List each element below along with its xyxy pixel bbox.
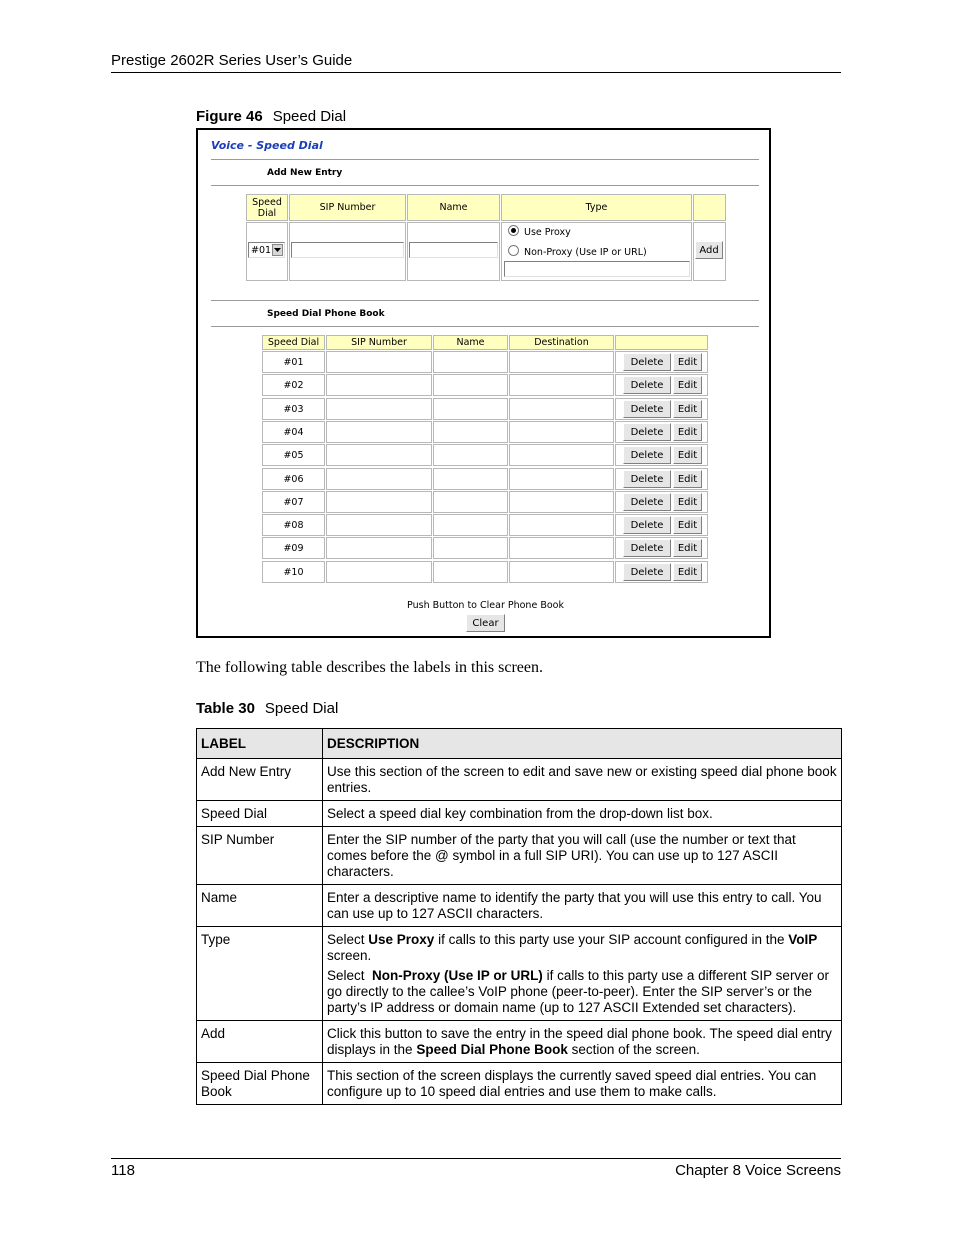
type-non-proxy-paragraph: Select Non-Proxy (Use IP or URL) if calls to this party use a different SIP server or go directly to the callee’s VoIP phone (peer-to-peer). Enter the SIP server’s or the party’s IP address or domain name (up to 127 ASCII Extended set characters). (327, 968, 829, 1015)
table-row (197, 827, 842, 885)
header-sip-number: SIP Number (326, 335, 432, 350)
table-cell (326, 374, 432, 396)
table-cell (433, 537, 508, 559)
header-speed-dial: Speed Dial (262, 335, 325, 350)
edit-button[interactable]: Edit (673, 423, 702, 441)
row-label: Name (197, 885, 323, 927)
speed-dial-entry: #09 (283, 542, 304, 554)
row-label: Speed Dial Phone Book (197, 1063, 323, 1105)
description-column-header: DESCRIPTION (323, 729, 842, 759)
speed-dial-entry: #10 (283, 566, 304, 578)
clear-instruction: Push Button to Clear Phone Book (407, 600, 564, 611)
divider (211, 185, 759, 187)
edit-button[interactable]: Edit (673, 493, 702, 511)
table-cell (326, 537, 432, 559)
header-blank (693, 194, 726, 221)
table-cell (509, 351, 614, 373)
delete-button[interactable]: Delete (623, 423, 671, 441)
use-proxy-label: Use Proxy (524, 227, 571, 238)
clear-button[interactable]: Clear (466, 614, 505, 632)
non-proxy-option[interactable] (508, 245, 647, 258)
row-label: Type (197, 927, 323, 1021)
table-cell (326, 514, 432, 536)
speed-dial-entry: #06 (283, 473, 304, 485)
chevron-down-icon[interactable] (272, 244, 283, 256)
row-description: Select a speed dial key combination from the drop-down list box. (323, 801, 842, 827)
speed-dial-entry: #05 (283, 449, 304, 461)
table-cell (433, 561, 508, 583)
figure-title: Speed Dial (272, 108, 347, 125)
edit-button[interactable]: Edit (673, 516, 702, 534)
speed-dial-selected-value: #01 (251, 244, 272, 256)
table-cell (433, 398, 508, 420)
radio-unselected-icon[interactable] (508, 245, 519, 256)
edit-button[interactable]: Edit (673, 470, 702, 488)
edit-button[interactable]: Edit (673, 376, 702, 394)
label-column-header: LABEL (197, 729, 323, 759)
table-cell (433, 421, 508, 443)
page-number: 118 (111, 1162, 135, 1179)
edit-button[interactable]: Edit (673, 539, 702, 557)
footer-rule (111, 1158, 841, 1159)
header-speed-dial: Speed Dial (246, 194, 288, 221)
table-cell (326, 351, 432, 373)
name-input[interactable] (409, 242, 498, 258)
table-cell (326, 491, 432, 513)
table-cell (509, 398, 614, 420)
table-cell (433, 468, 508, 490)
table-cell (433, 444, 508, 466)
table-cell (509, 444, 614, 466)
table-cell (509, 491, 614, 513)
table-row (197, 885, 842, 927)
delete-button[interactable]: Delete (623, 539, 671, 557)
speed-dial-entry: #03 (283, 403, 304, 415)
speed-dial-screenshot (196, 128, 771, 638)
non-proxy-label: Non-Proxy (Use IP or URL) (524, 247, 647, 258)
figure-caption (196, 108, 346, 125)
table-cell (509, 561, 614, 583)
delete-button[interactable]: Delete (623, 493, 671, 511)
speed-dial-entry: #04 (283, 426, 304, 438)
phone-book-heading: Speed Dial Phone Book (267, 309, 385, 319)
table-cell (509, 537, 614, 559)
divider (211, 159, 759, 161)
label-description-table (196, 728, 842, 1105)
row-description: Click this button to save the entry in the speed dial phone book. The speed dial entry displays in the Speed Dial Phone Book section of the screen. (323, 1021, 842, 1063)
table-cell (326, 561, 432, 583)
row-description (323, 927, 842, 1021)
speed-dial-entry: #07 (283, 496, 304, 508)
row-description: Enter the SIP number of the party that you will call (use the number or text that comes before the @ symbol in a full SIP URI). You can use up to 127 ASCII characters. (323, 827, 842, 885)
delete-button[interactable]: Delete (623, 376, 671, 394)
header-rule (111, 72, 841, 73)
delete-button[interactable]: Delete (623, 446, 671, 464)
table-cell (326, 421, 432, 443)
table-row (197, 1063, 842, 1105)
screen-title: Voice - Speed Dial (211, 139, 323, 152)
delete-button[interactable]: Delete (623, 353, 671, 371)
add-new-entry-heading: Add New Entry (267, 168, 343, 178)
table-caption (196, 700, 338, 717)
header-sip-number: SIP Number (289, 194, 406, 221)
row-description: This section of the screen displays the currently saved speed dial entries. You can configure up to 10 speed dial entries and use them to make calls. (323, 1063, 842, 1105)
add-button[interactable]: Add (695, 241, 723, 259)
delete-button[interactable]: Delete (623, 400, 671, 418)
table-row (197, 1021, 842, 1063)
table-title: Speed Dial (264, 700, 339, 717)
row-label: Speed Dial (197, 801, 323, 827)
speed-dial-entry: #01 (283, 356, 304, 368)
row-label: Add New Entry (197, 759, 323, 801)
intro-paragraph: The following table describes the labels in this screen. (196, 659, 544, 676)
divider (211, 326, 759, 328)
divider (211, 300, 759, 302)
delete-button[interactable]: Delete (623, 470, 671, 488)
table-cell (509, 421, 614, 443)
table-label: Table 30 (196, 700, 255, 717)
header-name: Name (407, 194, 500, 221)
table-cell (433, 491, 508, 513)
type-use-proxy-paragraph: Select Use Proxy if calls to this party use your SIP account configured in the VoIP screen. (327, 932, 818, 963)
speed-dial-entry: #02 (283, 379, 304, 391)
table-cell (433, 374, 508, 396)
speed-dial-select[interactable] (248, 242, 285, 258)
table-row (197, 759, 842, 801)
table-cell (326, 444, 432, 466)
table-cell (326, 398, 432, 420)
table-cell (509, 374, 614, 396)
row-label: SIP Number (197, 827, 323, 885)
table-cell (509, 514, 614, 536)
table-cell (509, 468, 614, 490)
speed-dial-entry: #08 (283, 519, 304, 531)
use-proxy-option[interactable] (508, 225, 571, 238)
sip-number-input[interactable] (291, 242, 404, 258)
header-type: Type (501, 194, 692, 221)
table-cell (326, 468, 432, 490)
table-row (197, 927, 842, 1021)
radio-selected-icon[interactable] (508, 225, 519, 236)
row-description: Enter a descriptive name to identify the party that you will use this entry to call. You can use up to 127 ASCII characters. (323, 885, 842, 927)
delete-button[interactable]: Delete (623, 516, 671, 534)
header-name: Name (433, 335, 508, 350)
edit-button[interactable]: Edit (673, 400, 702, 418)
edit-button[interactable]: Edit (673, 563, 702, 581)
table-row (197, 801, 842, 827)
row-description: Use this section of the screen to edit and save new or existing speed dial phone book entries. (323, 759, 842, 801)
header-actions (615, 335, 708, 350)
delete-button[interactable]: Delete (623, 563, 671, 581)
table-cell (433, 514, 508, 536)
edit-button[interactable]: Edit (673, 446, 702, 464)
table-cell (433, 351, 508, 373)
table-header-row (197, 729, 842, 759)
running-header: Prestige 2602R Series User’s Guide (111, 52, 353, 69)
row-label: Add (197, 1021, 323, 1063)
edit-button[interactable]: Edit (673, 353, 702, 371)
header-destination: Destination (509, 335, 614, 350)
figure-label: Figure 46 (196, 108, 263, 125)
chapter-title: Chapter 8 Voice Screens (675, 1162, 841, 1179)
non-proxy-address-input[interactable] (504, 261, 690, 277)
